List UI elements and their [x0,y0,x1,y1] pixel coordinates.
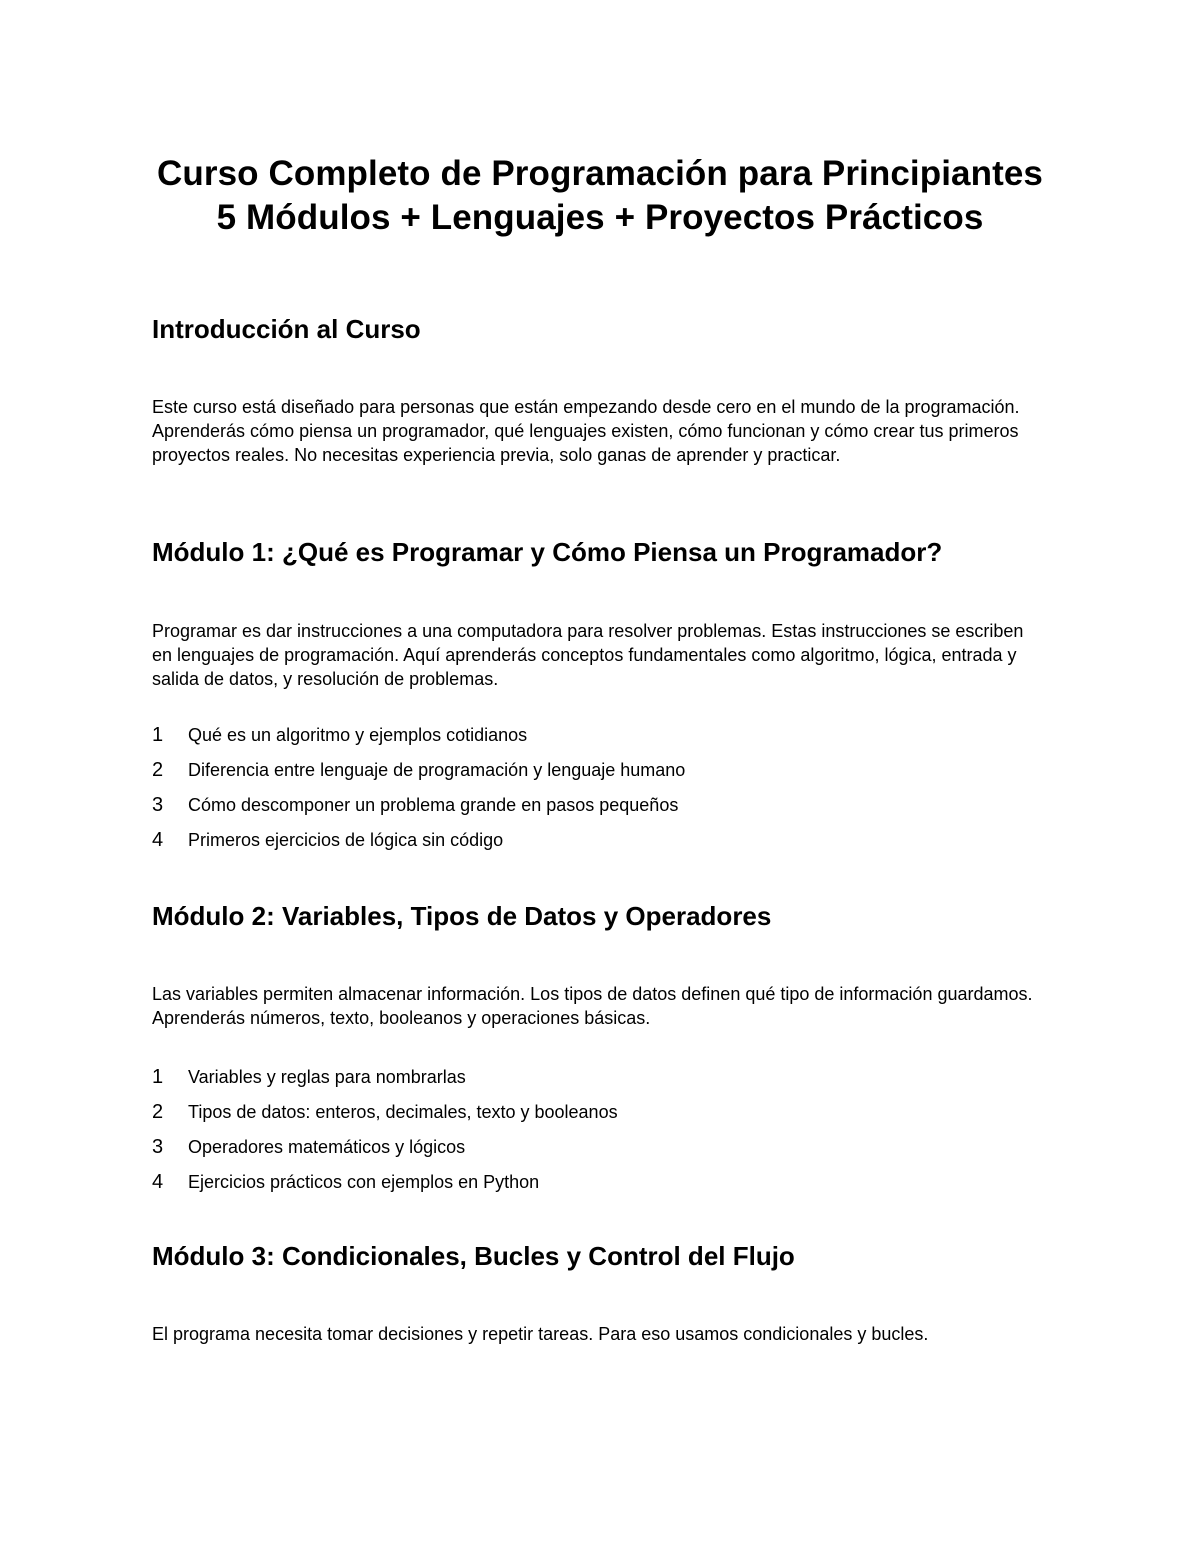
list-item-text: Primeros ejercicios de lógica sin código [188,830,504,850]
list-item [152,758,685,793]
section-paragraph-intro: Este curso está diseñado para personas que están empezando desde cero en el mundo de la programación. Aprenderás cómo piensa un programador, qué lenguajes existen, cómo funcionan y cómo crear tus primeros proyectos reales. No necesitas experiencia previa, solo ganas de aprender y practicar. [152,397,1020,465]
section-paragraph-module-1: Programar es dar instrucciones a una computadora para resolver problemas. Estas instrucciones se escriben en lenguajes de programación. Aquí aprenderás conceptos fundamentales como algoritmo, lógica, entrada y salida de datos, y resolución de problemas. [152,621,1024,689]
section-heading-module-2: Módulo 2: Variables, Tipos de Datos y Operadores [152,901,772,931]
list-item-number: 4 [152,829,164,851]
section-heading-module-3: Módulo 3: Condicionales, Bucles y Control del Flujo [152,1241,795,1271]
list-item [152,793,685,828]
list-item-number: 1 [152,724,164,746]
list-item [152,723,685,758]
list-item-text: Variables y reglas para nombrarlas [188,1067,466,1087]
list-item-number: 2 [152,759,164,781]
section-heading-intro: Introducción al Curso [152,314,421,344]
list-item-text: Ejercicios prácticos con ejemplos en Python [188,1172,540,1192]
title-line-1: Curso Completo de Programación para Principiantes [157,154,1043,193]
list-item-number: 3 [152,794,164,816]
list-item-text: Diferencia entre lenguaje de programación y lenguaje humano [188,760,686,780]
document-title [0,152,1200,240]
module-2-topic-list [152,1065,618,1205]
list-item [152,828,685,863]
list-item-number: 2 [152,1101,164,1123]
section-heading-module-1: Módulo 1: ¿Qué es Programar y Cómo Piensa un Programador? [152,537,943,567]
list-item-text: Cómo descomponer un problema grande en pasos pequeños [188,795,679,815]
list-item [152,1135,618,1170]
section-paragraph-module-3: El programa necesita tomar decisiones y repetir tareas. Para eso usamos condicionales y bucles. [152,1324,929,1344]
list-item [152,1065,618,1100]
list-item [152,1170,618,1205]
list-item-number: 4 [152,1171,164,1193]
list-item-text: Tipos de datos: enteros, decimales, texto y booleanos [188,1102,618,1122]
title-line-2: 5 Módulos + Lenguajes + Proyectos Prácticos [216,198,984,237]
list-item-number: 1 [152,1066,164,1088]
list-item-text: Qué es un algoritmo y ejemplos cotidianos [188,725,528,745]
list-item-number: 3 [152,1136,164,1158]
list-item-text: Operadores matemáticos y lógicos [188,1137,466,1157]
list-item [152,1100,618,1135]
section-paragraph-module-2: Las variables permiten almacenar información. Los tipos de datos definen qué tipo de información guardamos. Aprenderás números, texto, booleanos y operaciones básicas. [152,984,1033,1028]
module-1-topic-list [152,723,685,863]
